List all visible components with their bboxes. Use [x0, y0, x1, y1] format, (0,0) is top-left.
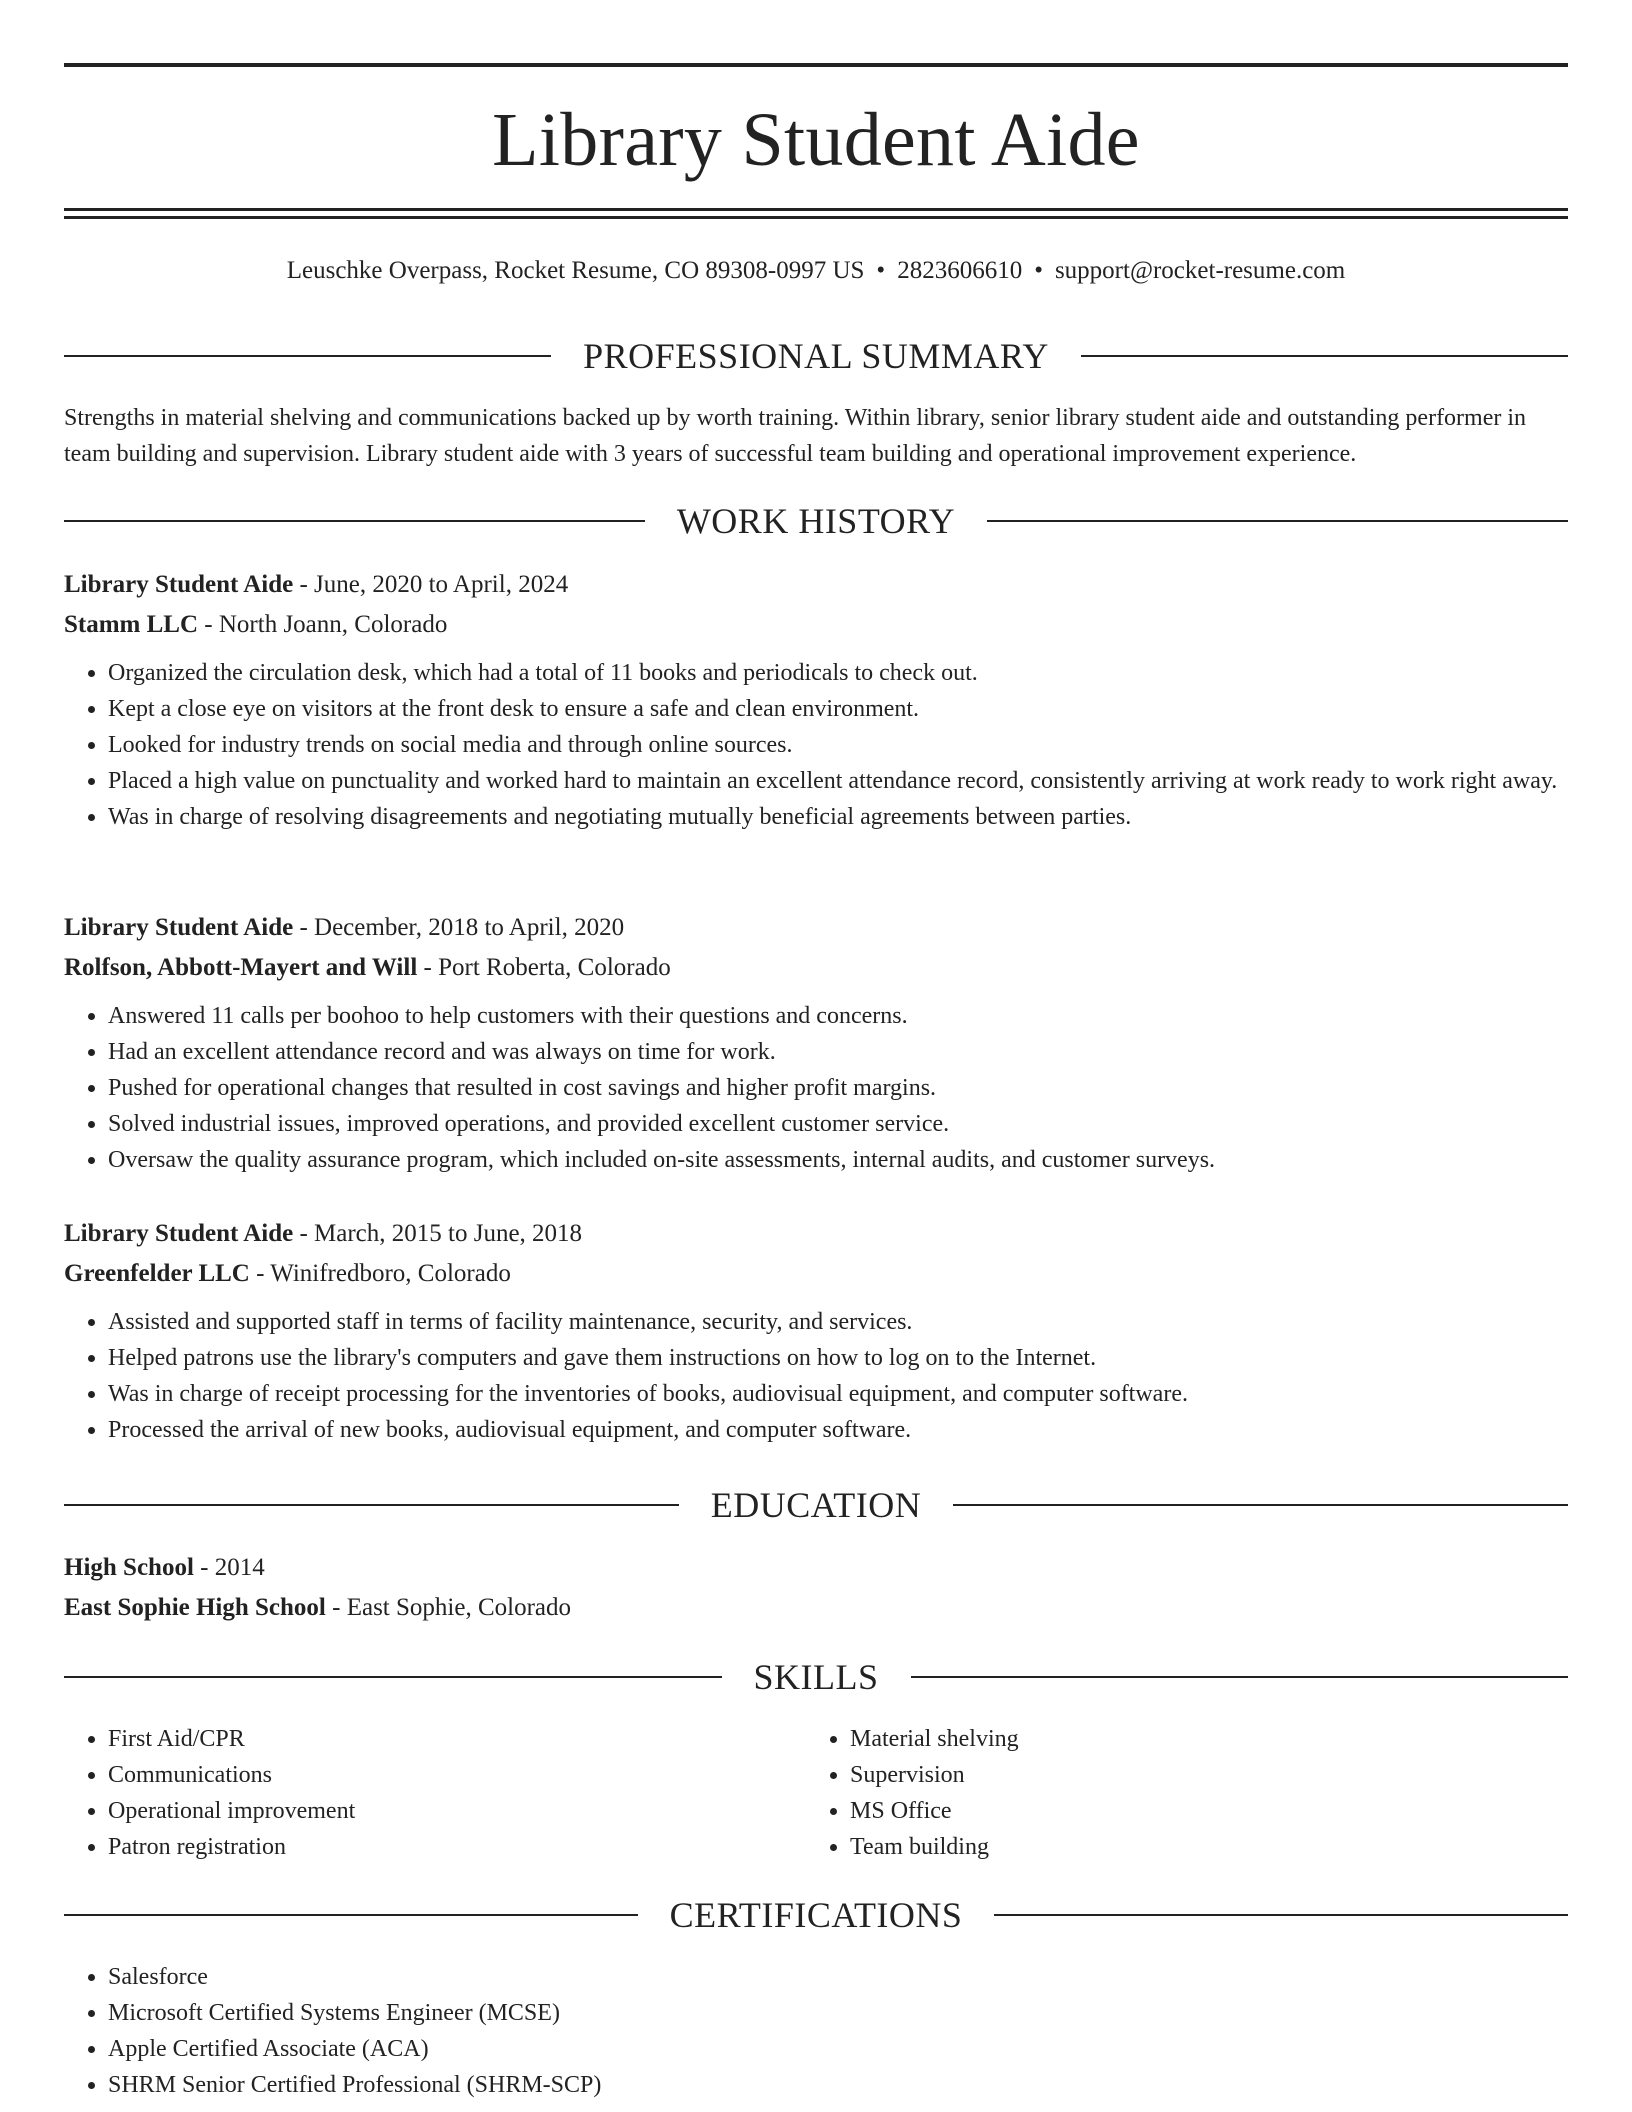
header-rule-upper	[64, 208, 1568, 211]
job-company-line	[64, 605, 1568, 645]
job-bullets	[64, 655, 1568, 835]
list-item: • Placed a high value on punctuality and worked hard to maintain an excellent attendance record, consistently arriving at work ready to work right away.	[108, 763, 1568, 799]
list-item: • Oversaw the quality assurance program, which included on-site assessments, internal audits, and customer surveys.	[108, 1142, 1568, 1178]
skill-item: • Material shelving	[850, 1721, 1548, 1757]
list-item: • Pushed for operational changes that resulted in cost savings and higher profit margins.	[108, 1070, 1568, 1106]
education-location: - East Sophie, Colorado	[325, 1594, 571, 1621]
divider-line	[64, 1914, 638, 1916]
contact-phone: 2823606610	[897, 257, 1023, 284]
education-entry	[64, 1548, 1568, 1628]
contact-line	[64, 254, 1568, 288]
skill-item: • MS Office	[850, 1793, 1548, 1829]
education-school-line	[64, 1588, 1568, 1628]
list-item: • Solved industrial issues, improved operations, and provided excellent customer service.	[108, 1106, 1568, 1142]
certification-item: • Apple Certified Associate (ACA)	[108, 2031, 1568, 2067]
certification-item: • SHRM Senior Certified Professional (SHRM-SCP)	[108, 2067, 1568, 2103]
education-school: East Sophie High School	[64, 1594, 326, 1621]
section-header-summary	[64, 334, 1568, 378]
job-company-line	[64, 948, 1568, 988]
job-company-line	[64, 1254, 1568, 1294]
list-item: • Kept a close eye on visitors at the front desk to ensure a safe and clean environment.	[108, 691, 1568, 727]
skill-item: • Operational improvement	[108, 1793, 806, 1829]
job-title: Library Student Aide	[64, 1220, 294, 1247]
education-degree: High School	[64, 1554, 194, 1581]
divider-line	[953, 1504, 1568, 1506]
section-header-skills	[64, 1655, 1568, 1699]
divider-line	[64, 355, 551, 357]
contact-separator: •	[1034, 257, 1043, 284]
contact-address: Leuschke Overpass, Rocket Resume, CO 89308-0997 US	[286, 257, 865, 284]
divider-line	[64, 1504, 679, 1506]
certification-item: • Salesforce	[108, 1959, 1568, 1995]
skills-column-right	[806, 1721, 1548, 1865]
job-company: Greenfelder LLC	[64, 1260, 250, 1287]
skill-item: • Communications	[108, 1757, 806, 1793]
section-header-work-history	[64, 499, 1568, 543]
header-rule-lower	[64, 216, 1568, 219]
certification-item: • Microsoft Certified Systems Engineer (MCSE)	[108, 1995, 1568, 2031]
list-item: • Processed the arrival of new books, audiovisual equipment, and computer software.	[108, 1412, 1568, 1448]
list-item: • Answered 11 calls per boohoo to help customers with their questions and concerns.	[108, 998, 1568, 1034]
job-location: - Winifredboro, Colorado	[249, 1260, 511, 1287]
job-bullets	[64, 1304, 1568, 1448]
divider-line	[64, 520, 645, 522]
divider-line	[1081, 355, 1568, 357]
skill-item: • Supervision	[850, 1757, 1548, 1793]
section-title: SKILLS	[753, 1657, 879, 1697]
list-item: • Helped patrons use the library's computers and gave them instructions on how to log on to the Internet.	[108, 1340, 1568, 1376]
job-bullets	[64, 998, 1568, 1178]
job-company: Rolfson, Abbott-Mayert and Will	[64, 954, 418, 981]
job-dates: - March, 2015 to June, 2018	[293, 1220, 583, 1247]
job-title: Library Student Aide	[64, 571, 294, 598]
job-title-line	[64, 565, 1568, 605]
skill-item: • Team building	[850, 1829, 1548, 1865]
divider-line	[987, 520, 1568, 522]
section-header-education	[64, 1483, 1568, 1527]
section-title: CERTIFICATIONS	[669, 1895, 963, 1935]
certifications-bullets	[64, 1959, 1568, 2103]
job-dates: - December, 2018 to April, 2020	[293, 914, 625, 941]
list-item: • Assisted and supported staff in terms of facility maintenance, security, and services.	[108, 1304, 1568, 1340]
job-title-line	[64, 1214, 1568, 1254]
top-rule	[64, 63, 1568, 67]
education-degree-line	[64, 1548, 1568, 1588]
list-item: • Was in charge of resolving disagreements and negotiating mutually beneficial agreements between parties.	[108, 799, 1568, 835]
resume-name: Library Student Aide	[492, 98, 1140, 182]
education-year: - 2014	[193, 1554, 265, 1581]
job-company: Stamm LLC	[64, 611, 199, 638]
divider-line	[64, 1676, 722, 1678]
divider-line	[911, 1676, 1569, 1678]
job-location: - Port Roberta, Colorado	[417, 954, 671, 981]
list-item: • Looked for industry trends on social media and through online sources.	[108, 727, 1568, 763]
section-title: WORK HISTORY	[676, 501, 956, 541]
list-item: • Organized the circulation desk, which had a total of 11 books and periodicals to check out.	[108, 655, 1568, 691]
job-entry	[64, 1214, 1568, 1448]
job-title: Library Student Aide	[64, 914, 294, 941]
job-title-line	[64, 908, 1568, 948]
contact-separator: •	[876, 257, 886, 284]
job-entry	[64, 908, 1568, 1178]
list-item: • Was in charge of receipt processing for the inventories of books, audiovisual equipment, and computer software.	[108, 1376, 1568, 1412]
skills-column-left	[64, 1721, 806, 1865]
certifications-list	[64, 1959, 1568, 2103]
skills-grid	[64, 1721, 1568, 1865]
section-header-certifications	[64, 1893, 1568, 1937]
skill-item: • First Aid/CPR	[108, 1721, 806, 1757]
summary-text: Strengths in material shelving and communications backed up by worth training. Within library, senior library student aide and outstanding performer in team building and supervision. Library student aide with 3 years of successful team building and operational improvement experience.	[64, 405, 1527, 467]
section-title: EDUCATION	[710, 1485, 922, 1525]
divider-line	[994, 1914, 1568, 1916]
list-item: • Had an excellent attendance record and was always on time for work.	[108, 1034, 1568, 1070]
contact-email: support@rocket-resume.com	[1054, 257, 1346, 284]
section-title: PROFESSIONAL SUMMARY	[583, 336, 1049, 376]
job-entry	[64, 565, 1568, 835]
job-location: - North Joann, Colorado	[198, 611, 448, 638]
skill-item: • Patron registration	[108, 1829, 806, 1865]
job-dates: - June, 2020 to April, 2024	[293, 571, 569, 598]
